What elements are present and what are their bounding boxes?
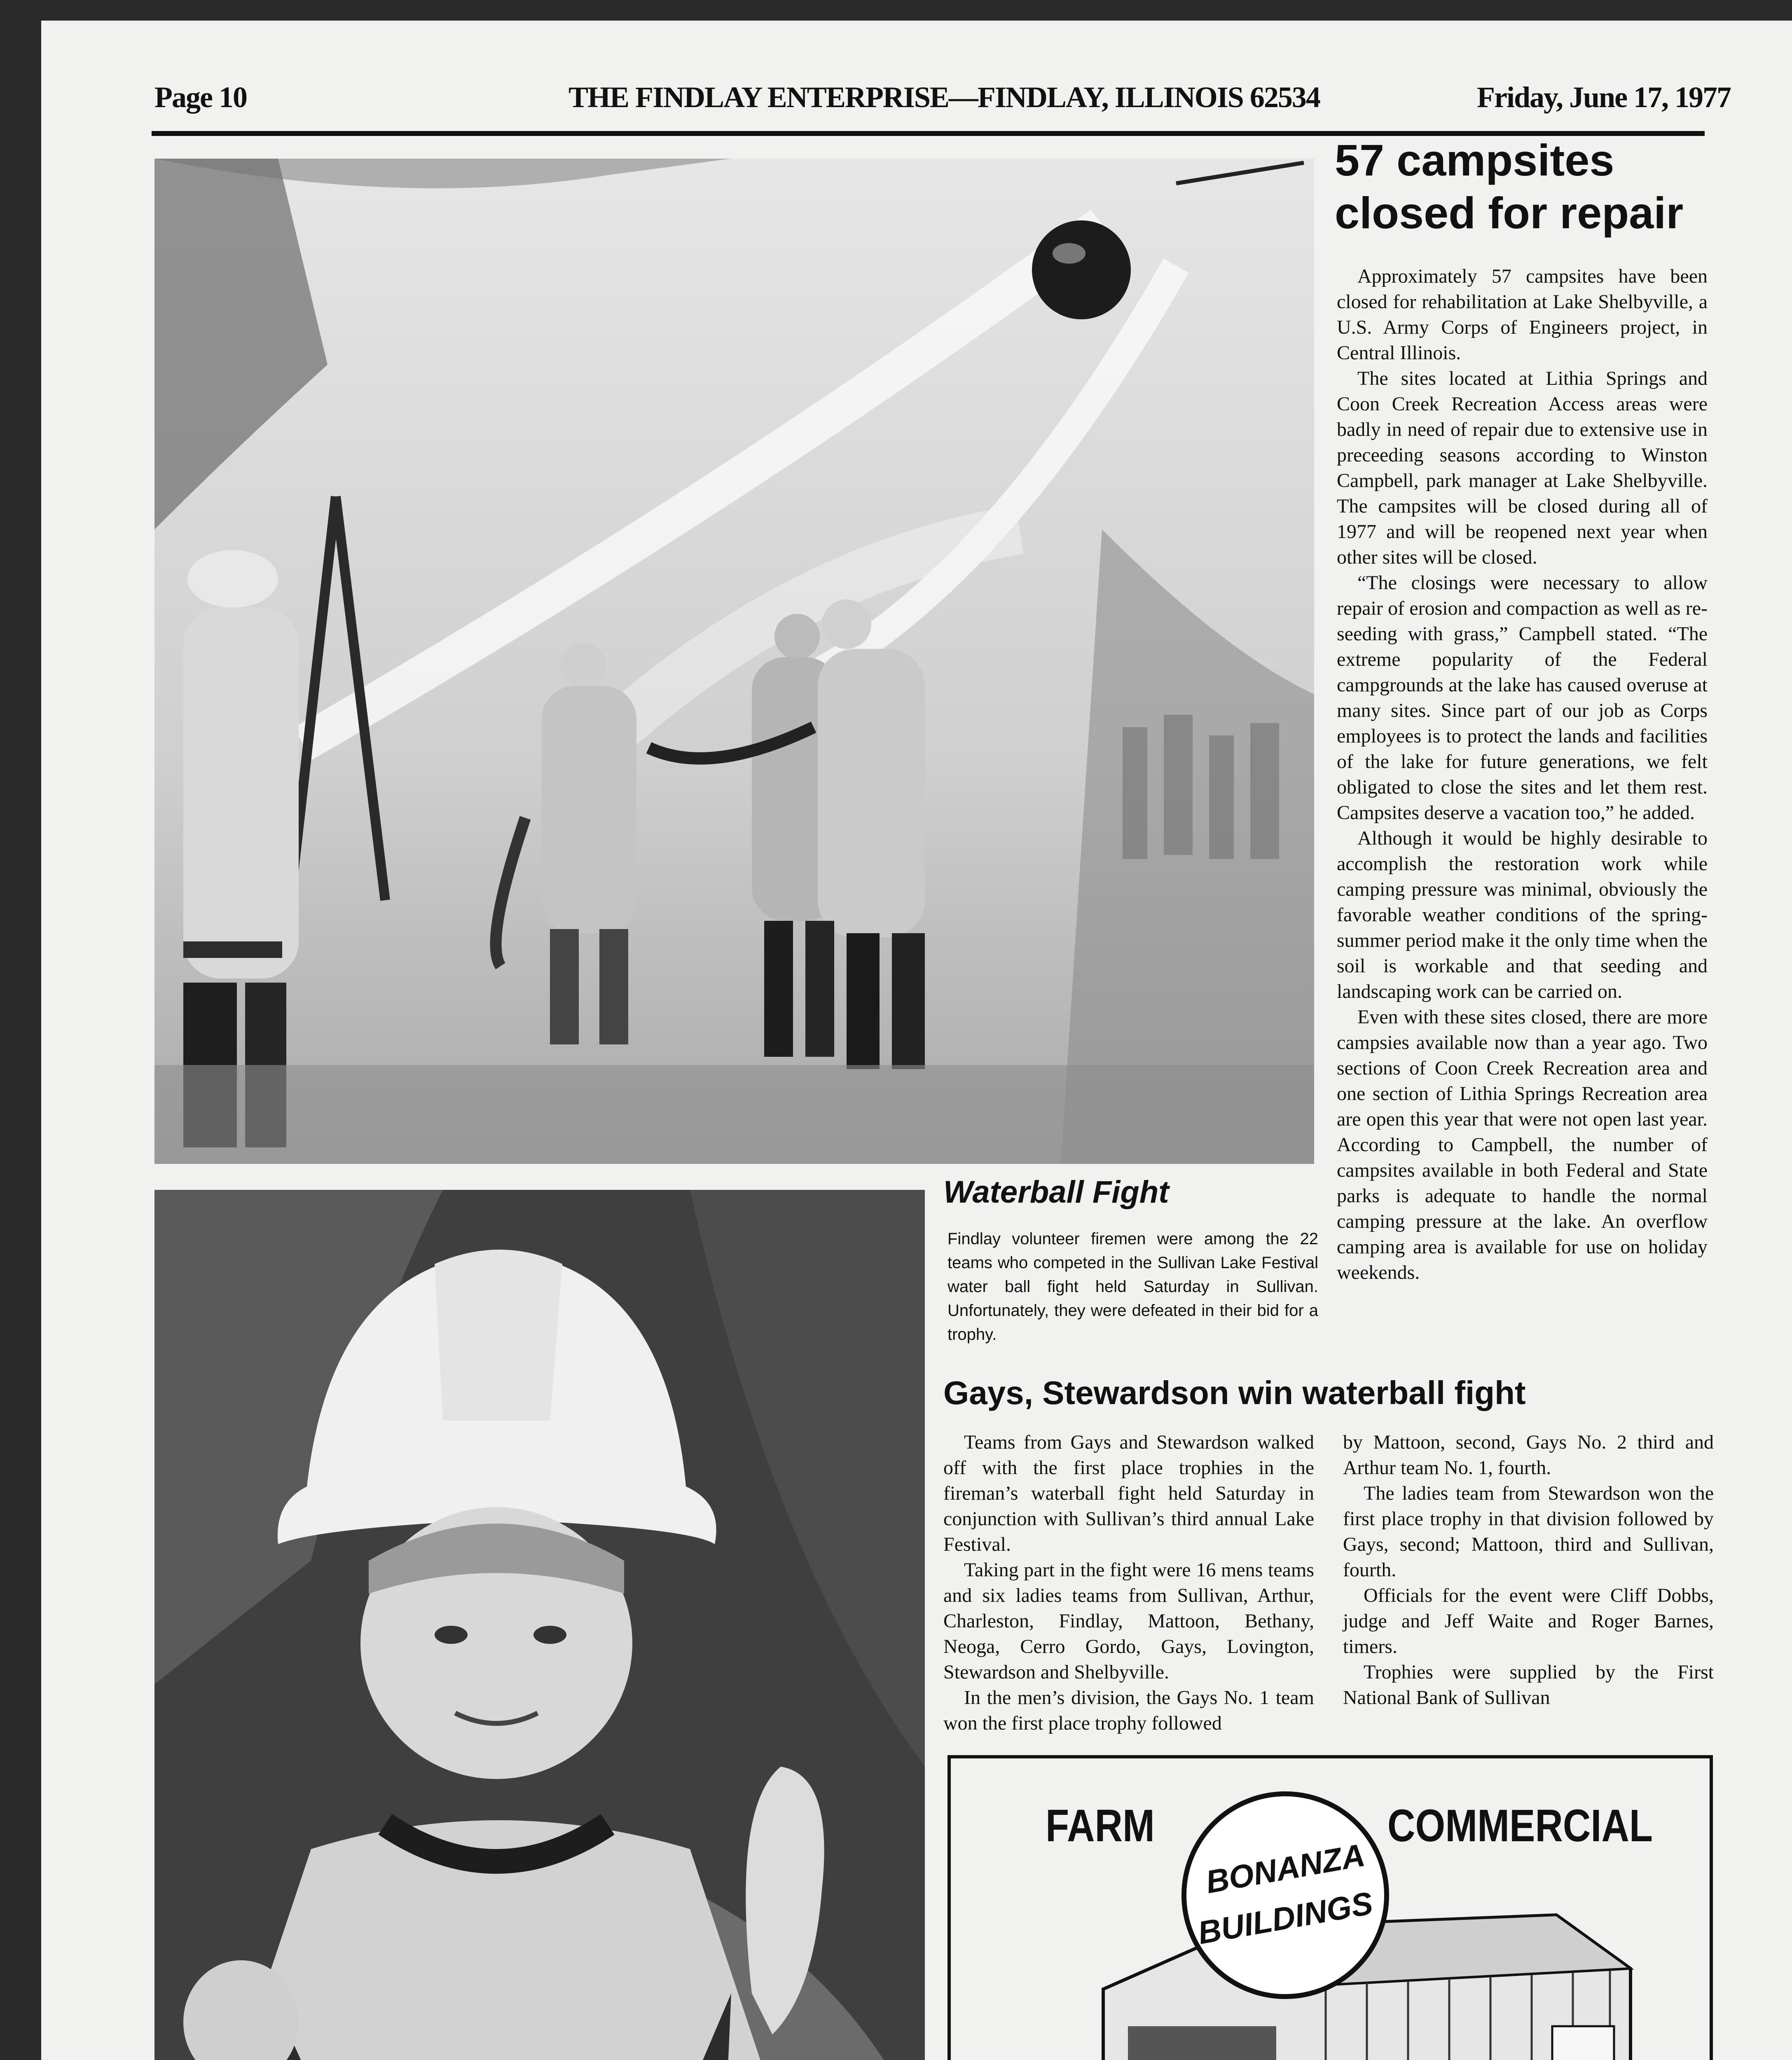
waterball-caption-title: Waterball Fight: [943, 1175, 1169, 1210]
ad-farm-label: FARM: [1046, 1800, 1155, 1851]
logo-bonanza-text: BONANZA: [1203, 1836, 1368, 1901]
gays-paragraph: Officials for the event were Cliff Dobbs, judge and Jeff Waite and Roger Barnes, timers.: [1343, 1585, 1714, 1657]
campsites-paragraph: The sites located at Lithia Springs and Coon Creek Recreation Access areas were badly in need of repair due to extensive use in preceeding seasons according to Winston Campbell, park manager at Lake Shelbyville. The campsites will be closed during all of 1977 and will be reopened next year when other sites will be closed.: [1337, 368, 1708, 568]
campsites-paragraph: “The closings were necessary to allow repair of erosion and compaction as well as re-seeding with grass,” Campbell stated. “The extreme popularity of the Federal campgrounds at the lake has caused overuse at many sites. Since part of our job as Corps employees is to protect the lands and facilities of the lake for future generations, we felt obligated to close the sites and let them rest. Campsites deserve a vacation too,” he added.: [1337, 572, 1708, 824]
campsites-headline-2: closed for repair: [1335, 188, 1684, 238]
campsites-paragraph: Even with these sites closed, there are more campsies available now than a year ago. Two sections of Coon Creek Recreation area and one section of Lithia Springs Recreation area are open this year that were not open last year. According to Campbell, the number of campsites available in both Federal and State parks is adequate to handle the normal camping pressure at the lake. An overflow camping area is available for use on holiday weekends.: [1337, 1006, 1708, 1283]
gays-paragraph: Taking part in the fight were 16 mens teams and six ladies teams from Sullivan, Arthur, Charleston, Findlay, Mattoon, Bethany, Neoga, Cerro Gordo, Gays, Lovington, Stewardson and Shelbyville.: [943, 1559, 1314, 1683]
gays-paragraph: The ladies team from Stewardson won the first place trophy in that division followed by Gays, second; Mattoon, third and Sullivan, fourth.: [1343, 1482, 1714, 1581]
gays-paragraph: Trophies were supplied by the First National Bank of Sullivan: [1343, 1661, 1714, 1709]
logo-buildings-text: BUILDINGS: [1195, 1884, 1376, 1951]
gays-paragraph: In the men’s division, the Gays No. 1 team won the first place trophy followed: [943, 1687, 1314, 1734]
campsites-article: [1337, 264, 1708, 1285]
gays-headline: Gays, Stewardson win waterball fight: [943, 1374, 1526, 1411]
campsites-paragraph: Approximately 57 campsites have been closed for rehabilitation at Lake Shelbyville, a U.S. Army Corps of Engineers project, in Central Illinois.: [1337, 265, 1708, 364]
page-number: Page 10: [154, 81, 247, 114]
campsites-paragraph: Although it would be highly desirable to accomplish the restoration work while camping pressure was minimal, obviously the favorable weather conditions of the spring-summer period make it the only time when the soil is workable and that seeding and landscaping work can be carried on.: [1337, 827, 1708, 1002]
bonanza-logo: [1181, 1791, 1389, 1999]
paper-title: THE FINDLAY ENTERPRISE—FINDLAY, ILLINOIS 62534: [568, 81, 1320, 114]
gays-paragraph: Teams from Gays and Stewardson walked off with the first place trophies in the fireman’s waterball fight held Saturday in conjunction with Sullivan’s third annual Lake Festival.: [943, 1431, 1314, 1555]
gays-article-col2: [1343, 1430, 1714, 1711]
issue-date: Friday, June 17, 1977: [1477, 81, 1731, 114]
gays-paragraph: by Mattoon, second, Gays No. 2 third and Arthur team No. 1, fourth.: [1343, 1431, 1714, 1479]
gays-article-col1: [943, 1430, 1314, 1736]
campsites-headline-1: 57 campsites: [1335, 135, 1614, 185]
waterball-fight-photo: [154, 159, 1314, 1164]
bonanza-ad: [947, 1755, 1713, 2060]
waterball-caption-text: Findlay volunteer firemen were among the 22 teams who competed in the Sullivan Lake Festival water ball fight held Saturday in Sullivan. Unfortunately, they were defeated in their bid for a trophy.: [947, 1230, 1318, 1344]
boy-fire-hat-photo: [154, 1190, 925, 2060]
ad-commercial-label: COMMERCIAL: [1387, 1800, 1653, 1851]
